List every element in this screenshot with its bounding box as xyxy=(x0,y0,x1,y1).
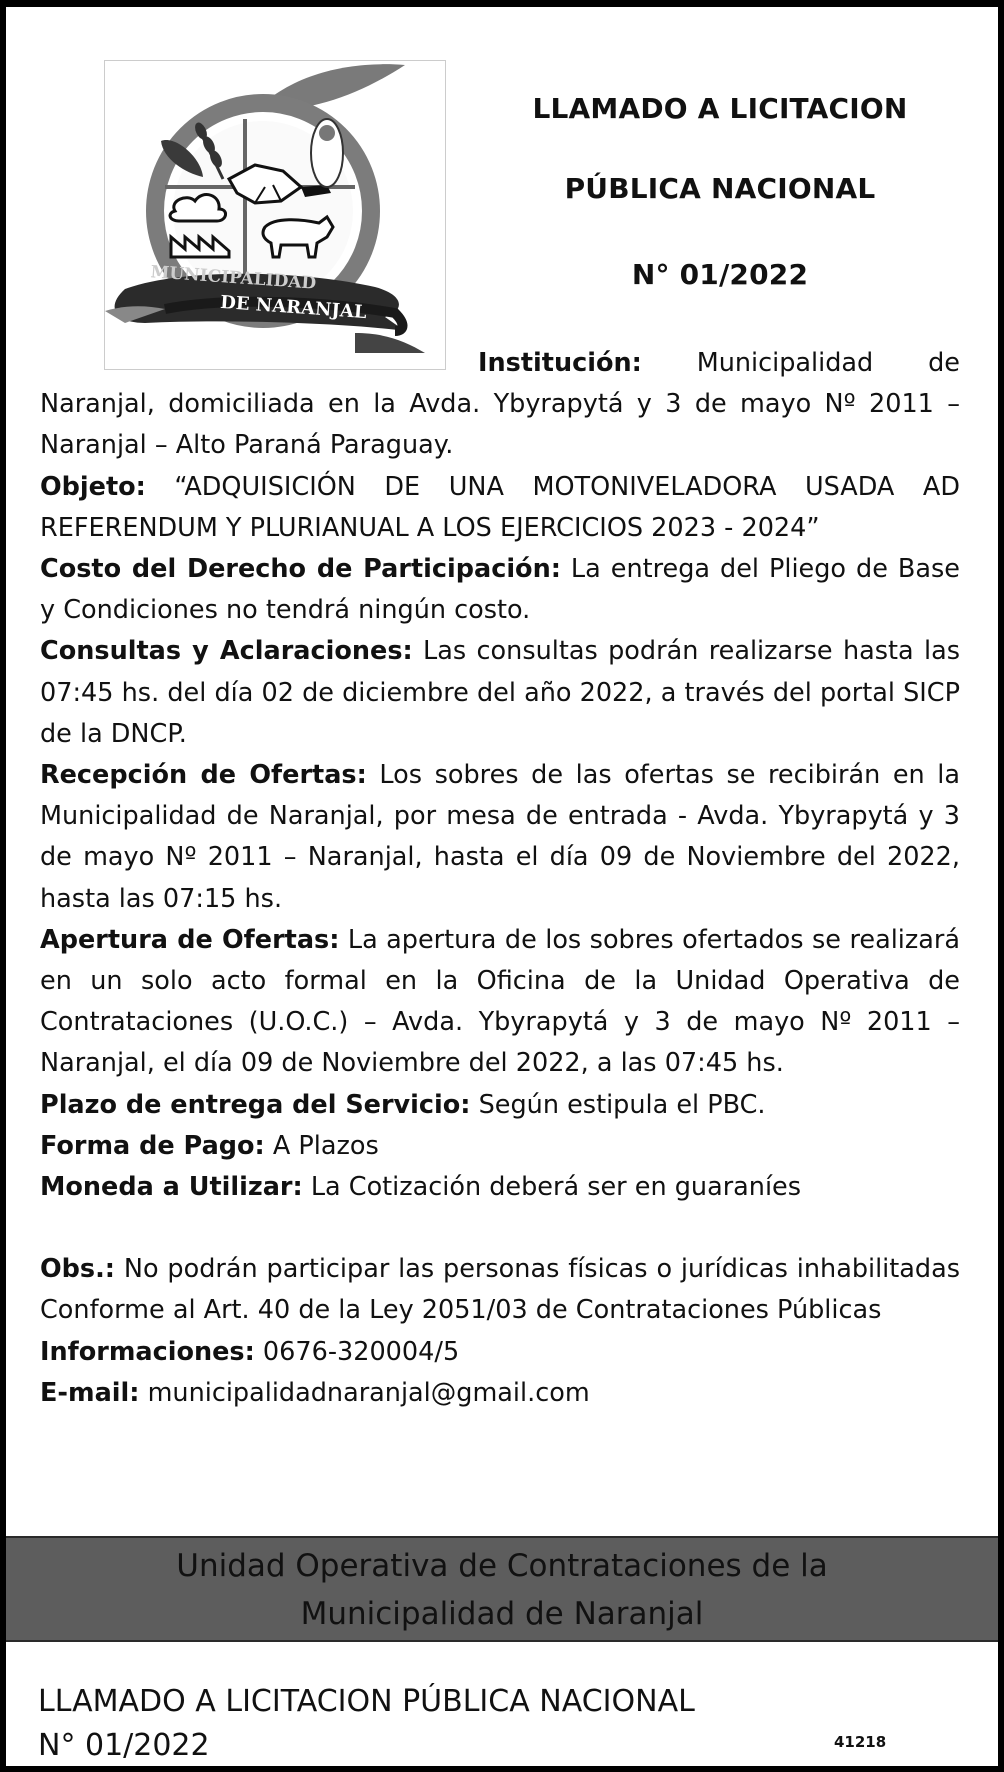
text-consultas: Las consultas podrán realizarse hasta las 07:45 hs. del día 02 de diciembre del año 2022, a través del portal SICP de la DNCP. xyxy=(40,636,960,749)
municipality-logo xyxy=(104,60,446,370)
notice-body xyxy=(40,343,960,1414)
label-consultas: Consultas y Aclaraciones: xyxy=(40,636,413,667)
logo-text-line2: DE NARANJAL xyxy=(219,291,368,324)
footer-title-line2: N° 01/2022 xyxy=(38,1728,210,1763)
text-institucion: Municipalidad de Naranjal, domiciliada en la Avda. Ybyrapytá y 3 de mayo Nº 2011 – Naranjal – Alto Paraná Paraguay. xyxy=(40,348,960,461)
text-obs: No podrán participar las personas físicas o jurídicas inhabilitadas Conforme al Art. 40 de la Ley 2051/03 de Contrataciones Públicas xyxy=(40,1254,960,1326)
label-email: E-mail: xyxy=(40,1377,140,1408)
paragraph-informaciones xyxy=(40,1332,960,1373)
text-informaciones: 0676-320004/5 xyxy=(254,1336,460,1367)
label-objeto: Objeto: xyxy=(40,471,146,502)
text-forma-pago: A Plazos xyxy=(264,1130,379,1161)
label-forma-pago: Forma de Pago: xyxy=(40,1130,265,1161)
spacer xyxy=(40,1208,960,1249)
label-institucion: Institución: xyxy=(478,348,642,378)
banner-line2: Municipalidad de Naranjal xyxy=(300,1596,704,1632)
uoc-banner xyxy=(6,1536,998,1642)
paragraph-apertura xyxy=(40,920,960,1085)
paragraph-email xyxy=(40,1373,960,1414)
paragraph-recepcion xyxy=(40,755,960,920)
paragraph-consultas xyxy=(40,631,960,755)
logo-text-line1: MUNICIPALIDAD xyxy=(149,262,317,294)
text-email: municipalidadnaranjal@gmail.com xyxy=(139,1377,590,1408)
label-recepcion: Recepción de Ofertas: xyxy=(40,760,367,791)
footer-code: 41218 xyxy=(834,1733,887,1751)
label-costo: Costo del Derecho de Participación: xyxy=(40,554,561,585)
label-informaciones: Informaciones: xyxy=(40,1336,255,1367)
logo-graphic xyxy=(105,61,445,369)
text-moneda: La Cotización deberá ser en guaraníes xyxy=(302,1172,802,1203)
paragraph-forma-pago xyxy=(40,1126,960,1167)
paragraph-institucion xyxy=(40,343,960,467)
label-moneda: Moneda a Utilizar: xyxy=(40,1172,303,1203)
label-apertura: Apertura de Ofertas: xyxy=(40,924,340,955)
paragraph-plazo xyxy=(40,1085,960,1126)
text-recepcion: Los sobres de las ofertas se recibirán en la Municipalidad de Naranjal, por mesa de entrada - Avda. Ybyrapytá y 3 de mayo Nº 2011 – Naranjal, hasta el día 09 de Noviembre del 2022, hasta las 07:15 hs. xyxy=(40,760,960,914)
text-apertura: La apertura de los sobres ofertados se realizará en un solo acto formal en la Oficina de la Unidad Operativa de Contrataciones (U.O.C.) – Avda. Ybyrapytá y 3 de mayo Nº 2011 – Naranjal, el día 09 de Noviembre del 2022, a las 07:45 hs. xyxy=(40,924,960,1079)
paragraph-objeto xyxy=(40,467,960,549)
paragraph-obs xyxy=(40,1249,960,1331)
header-title-line3: N° 01/2022 xyxy=(631,258,809,291)
footer-title-line1: LLAMADO A LICITACION PÚBLICA NACIONAL xyxy=(38,1684,695,1719)
paragraph-costo xyxy=(40,549,960,631)
label-plazo: Plazo de entrega del Servicio: xyxy=(40,1089,471,1120)
text-plazo: Según estipula el PBC. xyxy=(470,1089,766,1120)
text-objeto: “ADQUISICIÓN DE UNA MOTONIVELADORA USADA AD REFERENDUM Y PLURIANUAL A LOS EJERCICIOS 2023 - 2024” xyxy=(40,471,960,543)
paragraph-moneda xyxy=(40,1167,960,1208)
header-title-line2: PÚBLICA NACIONAL xyxy=(564,172,876,205)
header-title-line1: LLAMADO A LICITACION xyxy=(532,92,908,125)
label-obs: Obs.: xyxy=(40,1254,115,1285)
text-costo: La entrega del Pliego de Base y Condiciones no tendrá ningún costo. xyxy=(40,554,960,626)
banner-line1: Unidad Operativa de Contrataciones de la xyxy=(176,1548,828,1584)
